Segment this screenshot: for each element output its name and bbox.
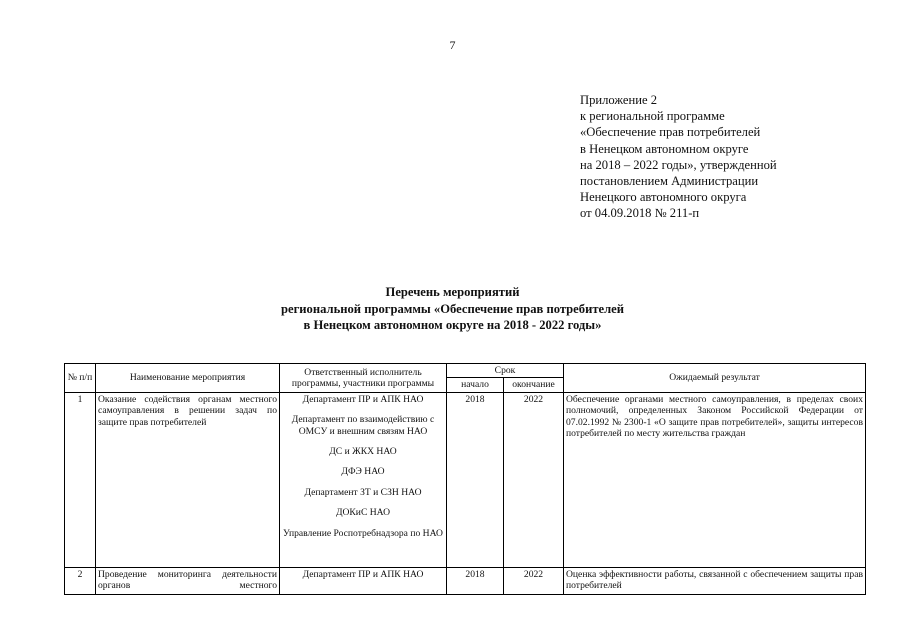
title-line: Перечень мероприятий: [385, 285, 520, 299]
executor-item: Департамент ЗТ и СЗН НАО: [304, 486, 422, 498]
appendix-line: постановлением Администрации: [580, 174, 759, 189]
executor-item: Управление Роспотребнадзора по НАО: [283, 527, 443, 539]
table-row: [65, 392, 866, 567]
header-start: начало: [447, 378, 504, 392]
header-end: окончание: [504, 378, 564, 392]
header-term: Срок: [447, 364, 564, 378]
appendix-line: на 2018 – 2022 годы», утвержденной: [580, 157, 777, 172]
executor-item: Департамент ПР и АПК НАО: [302, 568, 424, 580]
header-executor-line: Ответственный исполнитель: [304, 366, 422, 378]
executor-item: ДФЭ НАО: [341, 466, 385, 478]
cell-executors: [280, 392, 447, 567]
header-num: № п/п: [65, 364, 96, 393]
cell-end: 2022: [504, 567, 564, 594]
header-name: Наименование мероприятия: [96, 364, 280, 393]
cell-executors: [280, 567, 447, 594]
cell-start: 2018: [447, 567, 504, 594]
table-row: [65, 567, 866, 594]
header-executor: [280, 364, 447, 393]
cell-start: 2018: [447, 392, 504, 567]
table-header-row: [65, 364, 866, 378]
executor-item: Департамент ПР и АПК НАО: [302, 393, 424, 405]
cell-result: Обеспечение органами местного самоуправления, в пределах своих полномочий, определенных Законом Российской Федерации от 07.02.1992 № 2300-1 «О защите прав потребителей», защиты интересов потребителей по месту жительства граждан: [564, 392, 866, 567]
appendix-line: «Обеспечение прав потребителей: [580, 125, 761, 140]
activities-table: [64, 363, 866, 595]
appendix-line: к региональной программе: [580, 109, 725, 124]
appendix-line: в Ненецком автономном округе: [580, 141, 749, 156]
page-number: 7: [449, 38, 456, 52]
title-line: региональной программы «Обеспечение прав потребителей: [280, 301, 625, 316]
appendix-line: Ненецкого автономного округа: [580, 190, 747, 205]
header-executor-line: программы, участники программы: [291, 377, 435, 389]
cell-num: 1: [65, 392, 96, 567]
cell-num: 2: [65, 567, 96, 594]
cell-name: Оказание содействия органам местного самоуправления в решении задач по защите прав потребителей: [96, 392, 280, 567]
appendix-line: от 04.09.2018 № 211-п: [580, 206, 700, 221]
executor-item: Департамент по взаимодействию с ОМСУ и внешним связям НАО: [291, 414, 435, 437]
title-line: в Ненецком автономном округе на 2018 - 2022 годы»: [303, 318, 602, 332]
cell-name: Проведение мониторинга деятельности органов местного: [96, 567, 280, 594]
appendix-block: [580, 92, 777, 222]
cell-result: Оценка эффективности работы, связанной с обеспечением защиты прав потребителей: [564, 567, 866, 594]
executor-item: ДОКиС НАО: [335, 507, 391, 519]
cell-end: 2022: [504, 392, 564, 567]
header-result: Ожидаемый результат: [564, 364, 866, 393]
appendix-line: Приложение 2: [580, 93, 658, 107]
document-title: [0, 284, 905, 334]
executor-item: ДС и ЖКХ НАО: [329, 446, 397, 458]
